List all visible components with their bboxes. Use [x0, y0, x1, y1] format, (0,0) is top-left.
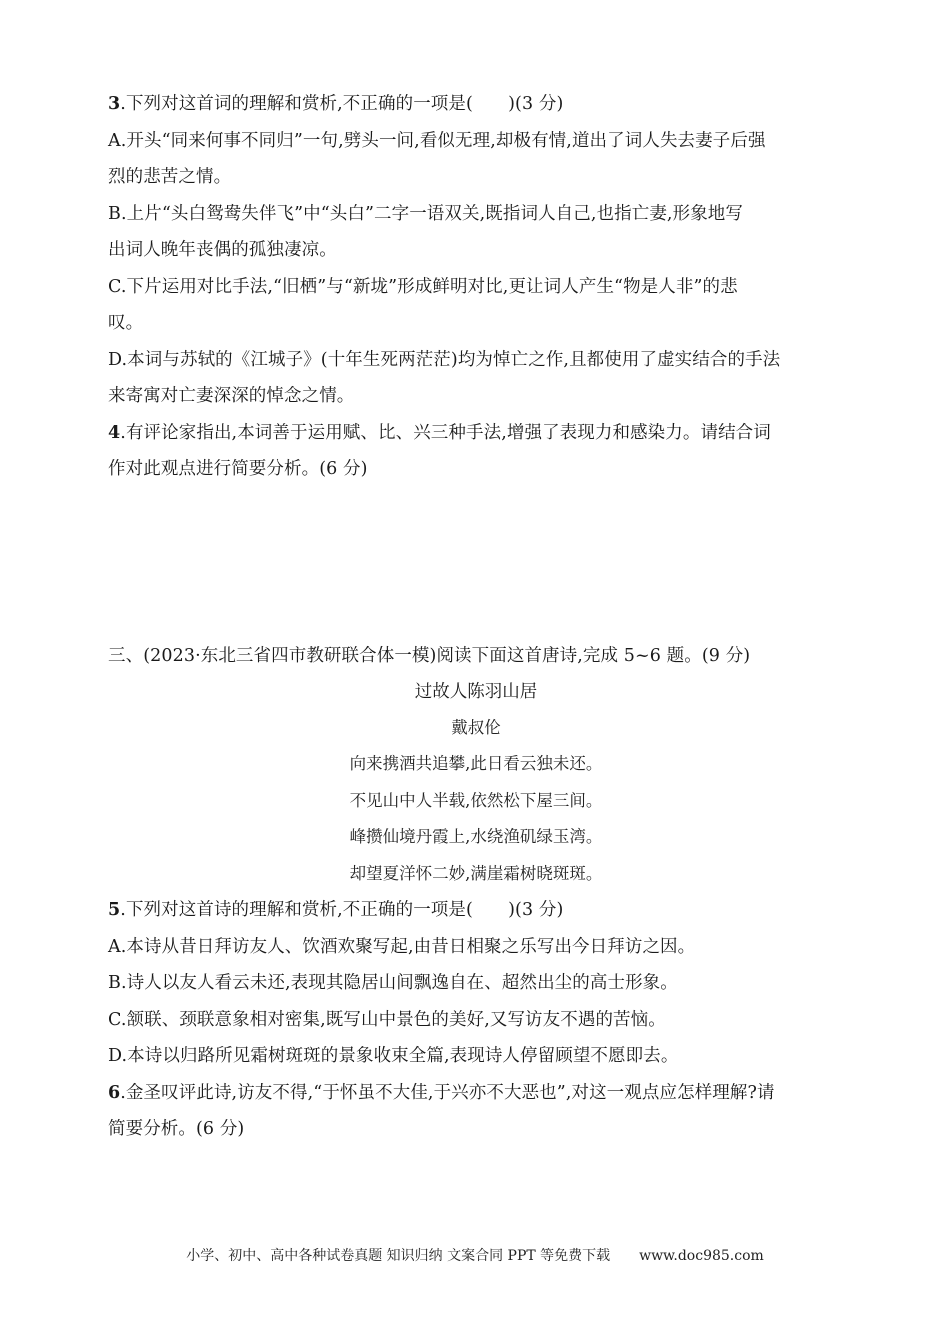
option-c-line-2: 叹。 [108, 313, 144, 333]
q5-option-a: A.本诗从昔日拜访友人、饮酒欢聚写起,由昔日相聚之乐写出今日拜访之因。 [108, 936, 696, 957]
page-footer [0, 1246, 950, 1266]
question-6-line-2: 简要分析。(6 分) [108, 1119, 245, 1139]
poem-line: 峰攒仙境丹霞上,水绕渔矶绿玉湾。 [349, 827, 603, 846]
question-number: 6 [108, 1082, 121, 1103]
option-a-line-1: A.开头“同来何事不同归”一句,劈头一问,看似无理,却极有情,道出了词人失去妻子后强 [108, 130, 766, 151]
poem-line: 不见山中人半载,依然松下屋三间。 [349, 790, 603, 810]
poem-title: 过故人陈羽山居 [414, 682, 538, 702]
question-number: 4 [108, 422, 121, 443]
footer-text: 小学、初中、高中各种试卷真题 知识归纳 文案合同 PPT 等免费下载 [186, 1248, 611, 1264]
option-d-line-2: 来寄寓对亡妻深深的悼念之情。 [108, 386, 355, 406]
question-number: 3 [108, 94, 121, 114]
poem-line: 向来携酒共追攀,此日看云独未还。 [349, 754, 603, 773]
poem-author: 戴叔伦 [451, 718, 501, 737]
question-4-line-2: 作对此观点进行简要分析。(6 分) [108, 459, 368, 479]
option-b-line-2: 出词人晚年丧偶的孤独凄凉。 [108, 240, 337, 260]
question-number: 5 [108, 900, 121, 920]
option-c-line-1: C.下片运用对比手法,“旧栖”与“新垅”形成鲜明对比,更让词人产生“物是人非”的悲 [108, 276, 738, 297]
footer-url[interactable]: www.doc985.com [639, 1248, 764, 1264]
option-a-line-2: 烈的悲苦之情。 [108, 167, 232, 187]
poem-line: 却望夏洋怀二妙,满崖霜树晓斑斑。 [349, 863, 603, 883]
question-5-stem: 5.下列对这首诗的理解和赏析,不正确的一项是( )(3 分) [108, 900, 564, 920]
q5-option-b: B.诗人以友人看云未还,表现其隐居山间飘逸自在、超然出尘的高士形象。 [108, 973, 678, 993]
option-b-line-1: B.上片“头白鸳鸯失伴飞”中“头白”二字一语双关,既指词人自己,也指亡妻,形象地写 [108, 203, 743, 224]
document-page [108, 86, 844, 1148]
section-3-heading: 三、(2023·东北三省四市教研联合体一模)阅读下面这首唐诗,完成 5~6 题。(9 分) [108, 645, 751, 666]
q5-option-c: C.颔联、颈联意象相对密集,既写山中景色的美好,又写访友不遇的苦恼。 [108, 1009, 666, 1030]
answer-space [108, 488, 844, 638]
question-4-line-1: 4.有评论家指出,本词善于运用赋、比、兴三种手法,增强了表现力和感染力。请结合词 [108, 422, 771, 443]
question-6-line-1: 6.金圣叹评此诗,访友不得,“于怀虽不大佳,于兴亦不大恶也”,对这一观点应怎样理解?请 [108, 1082, 775, 1103]
option-d-line-1: D.本词与苏轼的《江城子》(十年生死两茫茫)均为悼亡之作,且都使用了虚实结合的手法 [108, 349, 781, 370]
q5-option-d: D.本诗以归路所见霜树斑斑的景象收束全篇,表现诗人停留顾望不愿即去。 [108, 1046, 679, 1066]
question-3-stem: 3.下列对这首词的理解和赏析,不正确的一项是( )(3 分) [108, 94, 564, 114]
